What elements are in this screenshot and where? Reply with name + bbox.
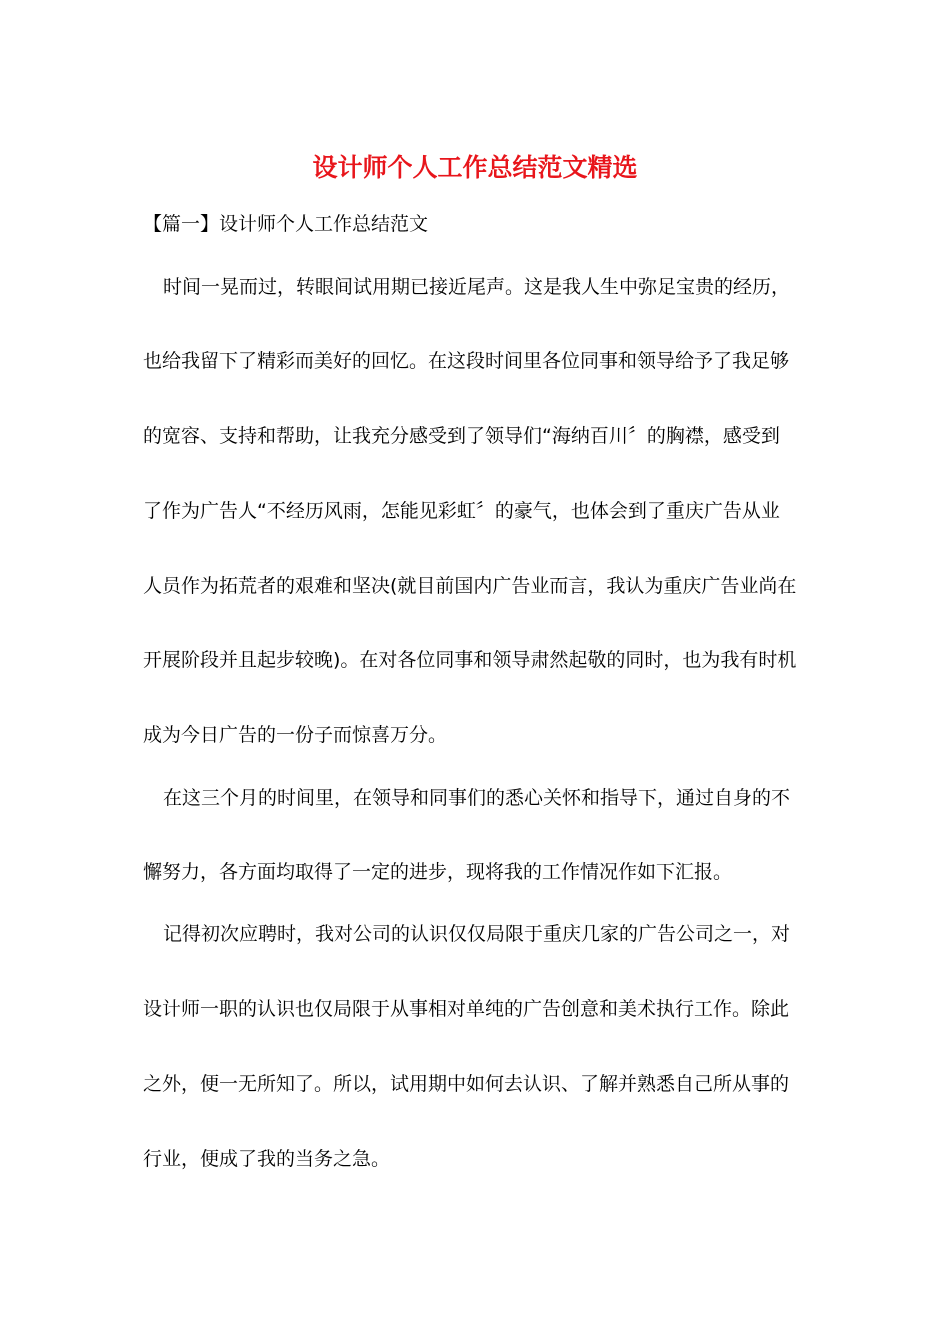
paragraph-line: 记得初次应聘时，我对公司的认识仅仅局限于重庆几家的广告公司之一，对: [163, 923, 791, 945]
paragraph-line: 行业，便成了我的当务之急。: [143, 1148, 391, 1170]
paragraph-line: 的宽容、支持和帮助，让我充分感受到了领导们“海纳百川〞的胸襟，感受到: [143, 425, 780, 447]
paragraph-line: 成为今日广告的一份子而惊喜万分。: [143, 724, 448, 746]
paragraph-line: 人员作为拓荒者的艰难和坚决(就目前国内广告业而言，我认为重庆广告业尚在: [143, 575, 797, 597]
paragraph-line: 懈努力，各方面均取得了一定的进步，现将我的工作情况作如下汇报。: [143, 861, 733, 883]
paragraph-line: 之外，便一无所知了。所以，试用期中如何去认识、了解并熟悉自己所从事的: [143, 1073, 790, 1095]
paragraph-line: 设计师一职的认识也仅局限于从事相对单纯的广告创意和美术执行工作。除此: [143, 998, 790, 1020]
paragraph-line: 开展阶段并且起步较晚)。在对各位同事和领导肃然起敬的同时，也为我有时机: [143, 649, 797, 671]
paragraph-line: 了作为广告人“不经历风雨，怎能见彩虹〞的豪气，也体会到了重庆广告从业: [143, 500, 780, 522]
document-title: 设计师个人工作总结范文精选: [312, 153, 638, 182]
paragraph-line: 也给我留下了精彩而美好的回忆。在这段时间里各位同事和领导给予了我足够: [143, 350, 790, 372]
paragraph-line: 时间一晃而过，转眼间试用期已接近尾声。这是我人生中弥足宝贵的经历，: [163, 276, 791, 298]
paragraph-line: 在这三个月的时间里，在领导和同事们的悉心关怀和指导下，通过自身的不: [163, 787, 791, 809]
section-heading: 【篇一】设计师个人工作总结范文: [143, 213, 429, 235]
